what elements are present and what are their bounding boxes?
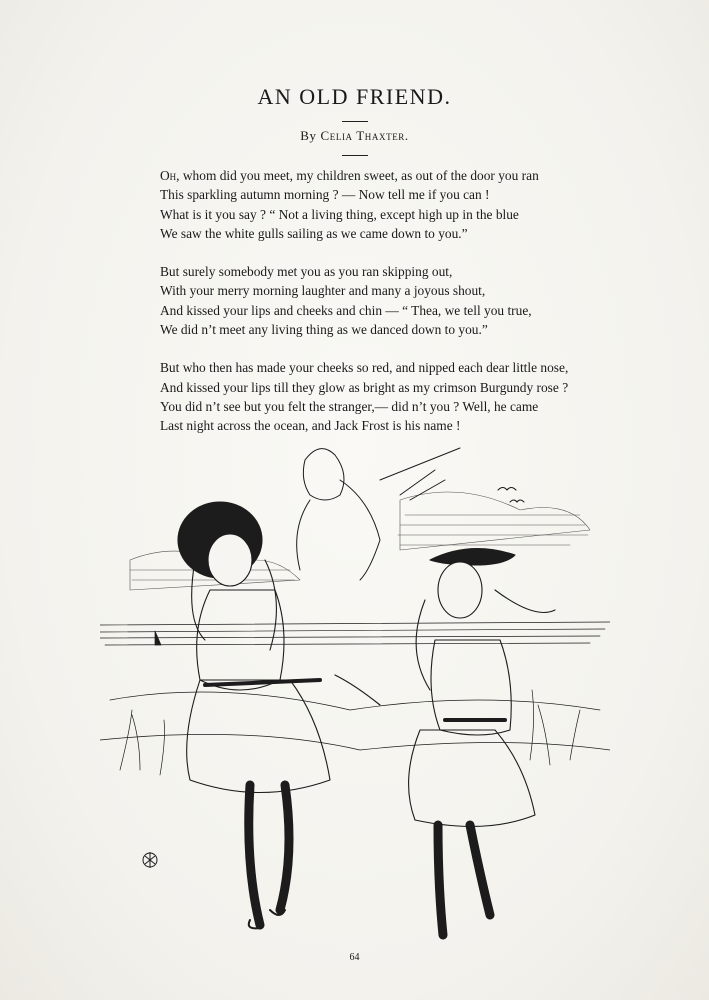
poem-line: And kissed your lips till they glow as bright as my crimson Burgundy rose ?	[160, 379, 569, 395]
poem-line: We saw the white gulls sailing as we came down to you.”	[160, 225, 468, 241]
stanza-1	[160, 166, 660, 243]
page-number: 64	[349, 952, 360, 963]
artist-monogram-icon	[143, 852, 157, 868]
poem-line: But who then has made your cheeks so red, and nipped each dear little nose,	[160, 360, 569, 376]
poem-line: And kissed your lips and cheeks and chin — “ Thea, we tell you true,	[160, 302, 532, 318]
joined-hands	[335, 675, 380, 705]
grass-strokes	[100, 690, 610, 775]
poem-line: What is it you say ? “ Not a living thing, except high up in the blue	[160, 206, 519, 222]
poem-line: This sparkling autumn morning ? — Now tell me if you can !	[160, 187, 490, 203]
first-word: Oh,	[160, 168, 180, 183]
title-rule	[342, 121, 368, 122]
gulls-icon	[498, 488, 524, 503]
stanza-3	[160, 358, 660, 435]
poem-line: With your merry morning laughter and many a joyous shout,	[160, 283, 486, 299]
poem-line: Last night across the ocean, and Jack Frost is his name !	[160, 418, 461, 434]
byline-rule	[342, 155, 368, 156]
left-girl-figure	[178, 502, 330, 928]
poem-line: But surely somebody met you as you ran skipping out,	[160, 264, 453, 280]
first-line-rest: whom did you meet, my children sweet, as out of the door you ran	[179, 168, 539, 183]
poem-line: We did n’t meet any living thing as we danced down to you.”	[160, 322, 488, 338]
engraving-illustration	[100, 440, 610, 950]
byline-author: Celia Thaxter.	[320, 128, 409, 143]
right-girl-figure	[409, 549, 555, 935]
poem-title: AN OLD FRIEND.	[257, 84, 452, 109]
byline	[0, 128, 709, 144]
poem-line: You did n’t see but you felt the stranger,— did n’t you ? Well, he came	[160, 398, 539, 414]
poem-line	[160, 166, 660, 185]
sea-horizon	[100, 622, 610, 645]
byline-prefix: By	[300, 128, 317, 143]
stanza-2	[160, 262, 660, 339]
poem-body	[160, 166, 660, 455]
